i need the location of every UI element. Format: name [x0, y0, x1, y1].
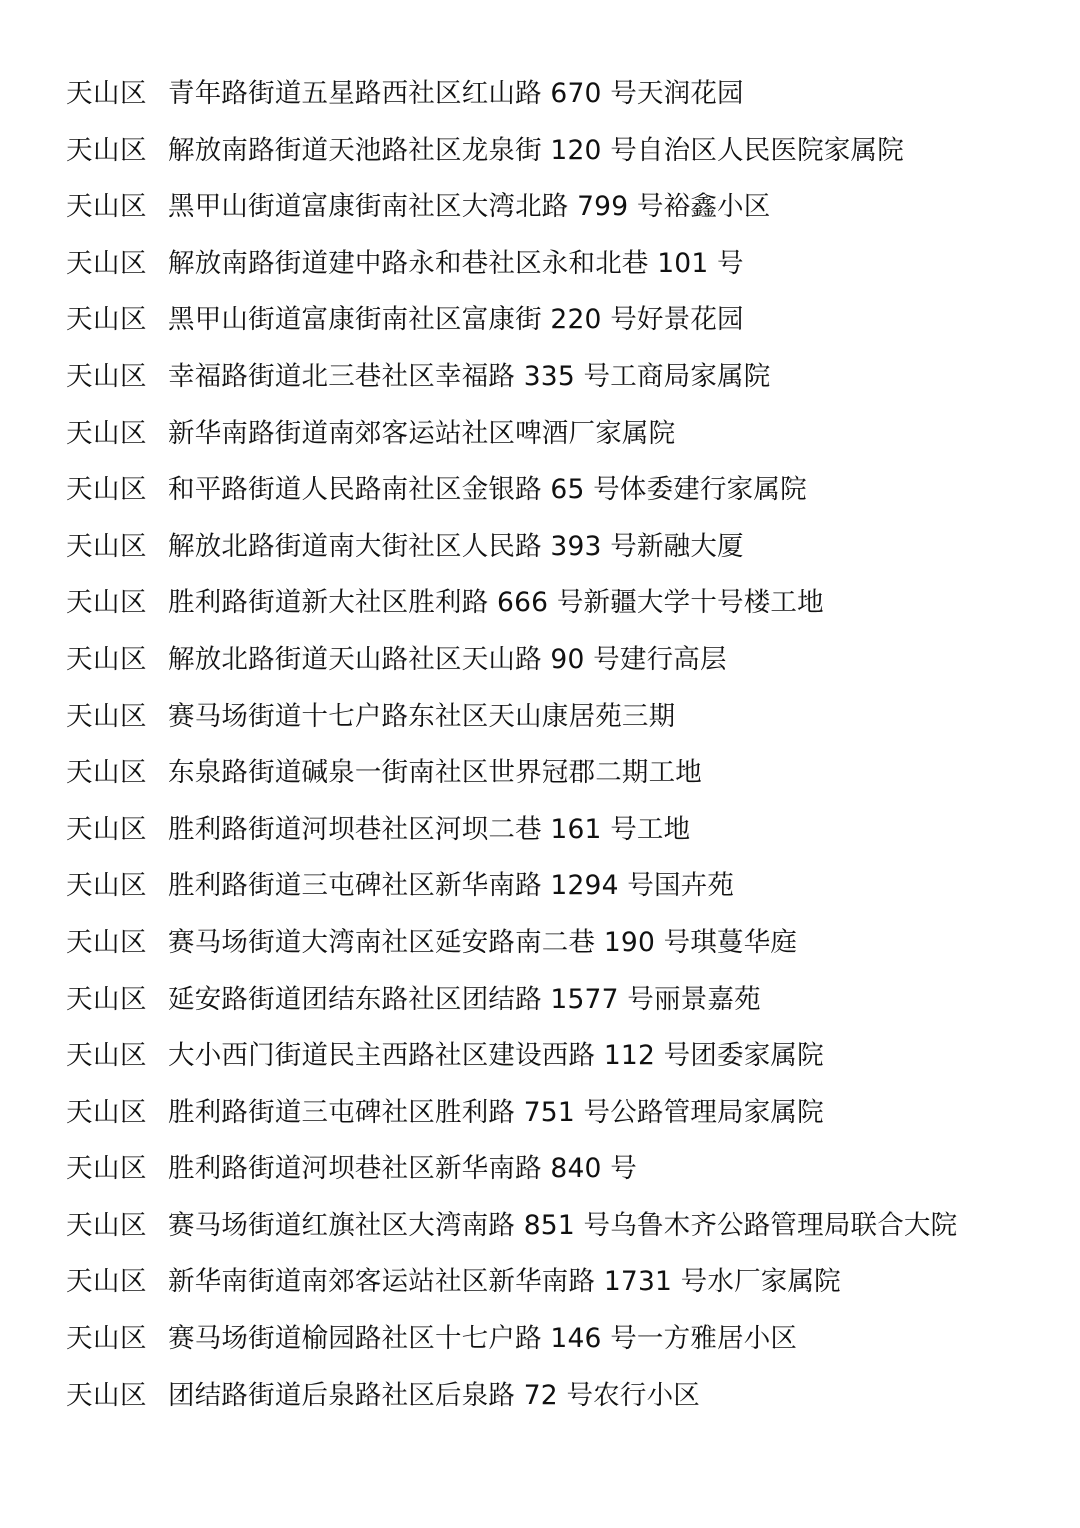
district-label: 天山区 — [66, 474, 147, 506]
address-row — [66, 632, 1066, 689]
address-row — [66, 292, 1066, 349]
district-label: 天山区 — [66, 983, 147, 1015]
location-text: 和平路街道人民路南社区金银路 65 号体委建行家属院 — [168, 474, 807, 506]
address-list — [66, 66, 1066, 1424]
location-text: 青年路街道五星路西社区红山路 670 号天润花园 — [168, 78, 744, 109]
location-text: 赛马场街道大湾南社区延安路南二巷 190 号琪蔓华庭 — [168, 926, 798, 958]
location-text: 胜利路街道河坝巷社区新华南路 840 号 — [168, 1153, 637, 1185]
address-row — [66, 1254, 1066, 1311]
location-text: 团结路街道后泉路社区后泉路 72 号农行小区 — [168, 1379, 700, 1411]
address-row — [66, 1368, 1066, 1425]
address-row — [66, 575, 1066, 632]
district-label: 天山区 — [66, 1040, 147, 1072]
district-label: 天山区 — [66, 813, 147, 845]
location-text: 黑甲山街道富康街南社区大湾北路 799 号裕鑫小区 — [168, 191, 771, 223]
address-row — [66, 858, 1066, 915]
location-text: 胜利路街道三屯碑社区胜利路 751 号公路管理局家属院 — [168, 1096, 824, 1128]
location-text: 解放北路街道天山路社区天山路 90 号建行高层 — [168, 643, 727, 675]
location-text: 胜利路街道新大社区胜利路 666 号新疆大学十号楼工地 — [168, 587, 824, 619]
district-label: 天山区 — [66, 247, 147, 279]
location-text: 新华南路街道南郊客运站社区啤酒厂家属院 — [168, 417, 676, 449]
district-label: 天山区 — [66, 700, 147, 732]
location-text: 黑甲山街道富康街南社区富康街 220 号好景花园 — [168, 304, 744, 336]
address-row — [66, 179, 1066, 236]
location-text: 大小西门街道民主西路社区建设西路 112 号团委家属院 — [168, 1040, 824, 1072]
district-label: 天山区 — [66, 643, 147, 675]
address-row — [66, 1028, 1066, 1085]
location-text: 解放北路街道南大街社区人民路 393 号新融大厦 — [168, 530, 744, 562]
district-label: 天山区 — [66, 78, 147, 109]
address-row — [66, 519, 1066, 576]
district-label: 天山区 — [66, 304, 147, 336]
location-text: 赛马场街道榆园路社区十七户路 146 号一方雅居小区 — [168, 1323, 798, 1355]
district-label: 天山区 — [66, 1096, 147, 1128]
district-label: 天山区 — [66, 530, 147, 562]
location-text: 解放南路街道天池路社区龙泉街 120 号自治区人民医院家属院 — [168, 134, 904, 166]
district-label: 天山区 — [66, 587, 147, 619]
district-label: 天山区 — [66, 191, 147, 223]
district-label: 天山区 — [66, 1153, 147, 1185]
location-text: 胜利路街道三屯碑社区新华南路 1294 号国卉苑 — [168, 870, 735, 902]
address-row — [66, 236, 1066, 293]
address-row — [66, 406, 1066, 463]
district-label: 天山区 — [66, 134, 147, 166]
address-row — [66, 1141, 1066, 1198]
location-text: 延安路街道团结东路社区团结路 1577 号丽景嘉苑 — [168, 983, 761, 1015]
location-text: 解放南路街道建中路永和巷社区永和北巷 101 号 — [168, 247, 744, 279]
address-row — [66, 802, 1066, 859]
address-row — [66, 66, 1066, 123]
district-label: 天山区 — [66, 417, 147, 449]
location-text: 幸福路街道北三巷社区幸福路 335 号工商局家属院 — [168, 360, 771, 392]
address-row — [66, 689, 1066, 746]
location-text: 新华南街道南郊客运站社区新华南路 1731 号水厂家属院 — [168, 1266, 841, 1298]
address-row — [66, 1198, 1066, 1255]
district-label: 天山区 — [66, 1209, 147, 1241]
address-row — [66, 1311, 1066, 1368]
address-row — [66, 915, 1066, 972]
location-text: 赛马场街道十七户路东社区天山康居苑三期 — [168, 700, 676, 732]
address-row — [66, 123, 1066, 180]
district-label: 天山区 — [66, 1379, 147, 1411]
district-label: 天山区 — [66, 870, 147, 902]
location-text: 赛马场街道红旗社区大湾南路 851 号乌鲁木齐公路管理局联合大院 — [168, 1209, 958, 1241]
address-row — [66, 1085, 1066, 1142]
location-text: 胜利路街道河坝巷社区河坝二巷 161 号工地 — [168, 813, 691, 845]
district-label: 天山区 — [66, 757, 147, 789]
district-label: 天山区 — [66, 360, 147, 392]
district-label: 天山区 — [66, 1266, 147, 1298]
address-row — [66, 972, 1066, 1029]
district-label: 天山区 — [66, 926, 147, 958]
address-row — [66, 462, 1066, 519]
address-row — [66, 745, 1066, 802]
address-row — [66, 349, 1066, 406]
district-label: 天山区 — [66, 1323, 147, 1355]
location-text: 东泉路街道碱泉一街南社区世界冠郡二期工地 — [168, 757, 702, 789]
